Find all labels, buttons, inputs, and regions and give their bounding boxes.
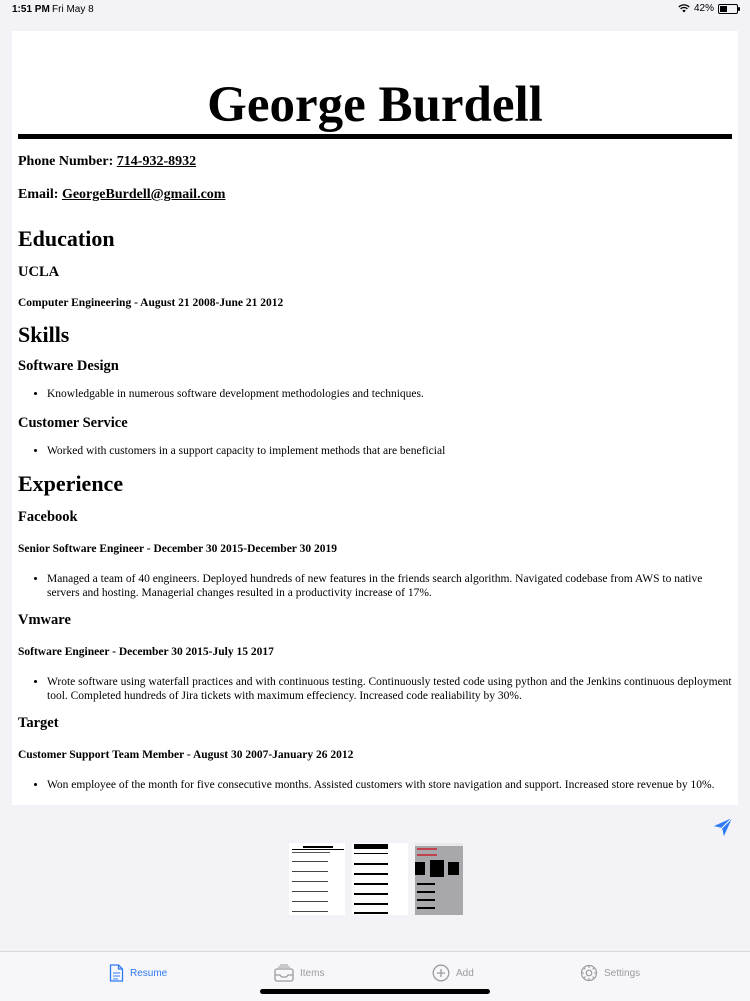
battery-icon <box>718 4 738 14</box>
job-bullets <box>18 675 732 703</box>
phone-label: Phone Number: <box>18 154 117 169</box>
template-thumbnail-bold[interactable] <box>352 843 408 915</box>
job-bullets <box>18 572 732 600</box>
skills-heading: Skills <box>18 322 70 347</box>
phone-link[interactable]: 714-932-8932 <box>116 154 197 169</box>
status-time: 1:51 PM <box>12 4 50 15</box>
skill-title: Customer Service <box>18 415 128 431</box>
status-right <box>678 3 738 14</box>
tab-items[interactable] <box>274 964 324 982</box>
education-degree: Computer Engineering - August 21 2008-June 21 2012 <box>18 297 284 309</box>
experience-heading: Experience <box>18 471 124 496</box>
education-heading: Education <box>18 226 115 251</box>
tab-label: Settings <box>604 967 641 979</box>
email-line <box>18 187 732 203</box>
home-indicator[interactable] <box>260 989 490 994</box>
status-bar <box>0 0 750 20</box>
wifi-icon <box>678 4 690 13</box>
status-date: Fri May 8 <box>52 4 94 15</box>
job-bullet: • Wrote software using waterfall practices and with continuous testing. Continuously tested code using python and the Jenkins continuous deployment tool. Completed hundreds of Jira tickets with maximum effeciency. Increased code realiability by 30%. <box>47 675 732 703</box>
job-role: Senior Software Engineer - December 30 2015-December 30 2019 <box>18 543 337 555</box>
job-company: Facebook <box>18 509 78 525</box>
gear-icon <box>580 964 598 982</box>
skill-bullet: • Knowledgable in numerous software development methodologies and techniques. <box>47 387 732 401</box>
email-link[interactable]: GeorgeBurdell@gmail.com <box>61 187 226 202</box>
plus-circle-icon <box>432 964 450 982</box>
tab-settings[interactable] <box>580 964 640 982</box>
tab-label: Resume <box>130 967 168 979</box>
tab-add[interactable] <box>432 964 474 982</box>
battery-percent: 42% <box>693 3 714 14</box>
tab-label: Add <box>456 967 474 979</box>
job-role: Customer Support Team Member - August 30 2007-January 26 2012 <box>18 749 354 761</box>
skill-title: Software Design <box>18 358 119 374</box>
resume-content <box>18 31 732 792</box>
job-company: Vmware <box>18 612 71 628</box>
battery-fill <box>720 6 727 12</box>
education-school: UCLA <box>18 264 60 280</box>
phone-line <box>18 154 732 170</box>
send-icon[interactable] <box>712 816 734 838</box>
tray-icon <box>274 964 294 982</box>
job-company: Target <box>18 715 59 731</box>
template-thumbnail-classic[interactable] <box>289 843 345 915</box>
job-bullets <box>18 778 732 792</box>
email-label: Email: <box>18 187 62 202</box>
skill-bullets <box>18 444 732 458</box>
skill-bullet: • Worked with customers in a support capacity to implement methods that are beneficial <box>47 444 732 458</box>
job-role: Software Engineer - December 30 2015-July 15 2017 <box>18 646 274 658</box>
title-divider <box>18 134 732 139</box>
document-icon <box>109 964 124 982</box>
resume-name: George Burdell <box>207 77 543 133</box>
job-bullet: • Managed a team of 40 engineers. Deployed hundreds of new features in the friends search algorithm. Navigated codebase from AWS to native servers and hosting. Managerial changes resulted in a productivity increase of 17%. <box>47 572 732 600</box>
skill-bullets <box>18 387 732 401</box>
tab-label: Items <box>300 967 325 979</box>
tab-resume[interactable] <box>109 964 167 982</box>
template-thumbnail-modern[interactable] <box>415 843 463 915</box>
resume-document[interactable] <box>12 31 738 805</box>
job-bullet: • Won employee of the month for five consecutive months. Assisted customers with store navigation and support. Increased store revenue by 10%. <box>47 778 732 792</box>
template-thumbnails <box>289 843 464 915</box>
